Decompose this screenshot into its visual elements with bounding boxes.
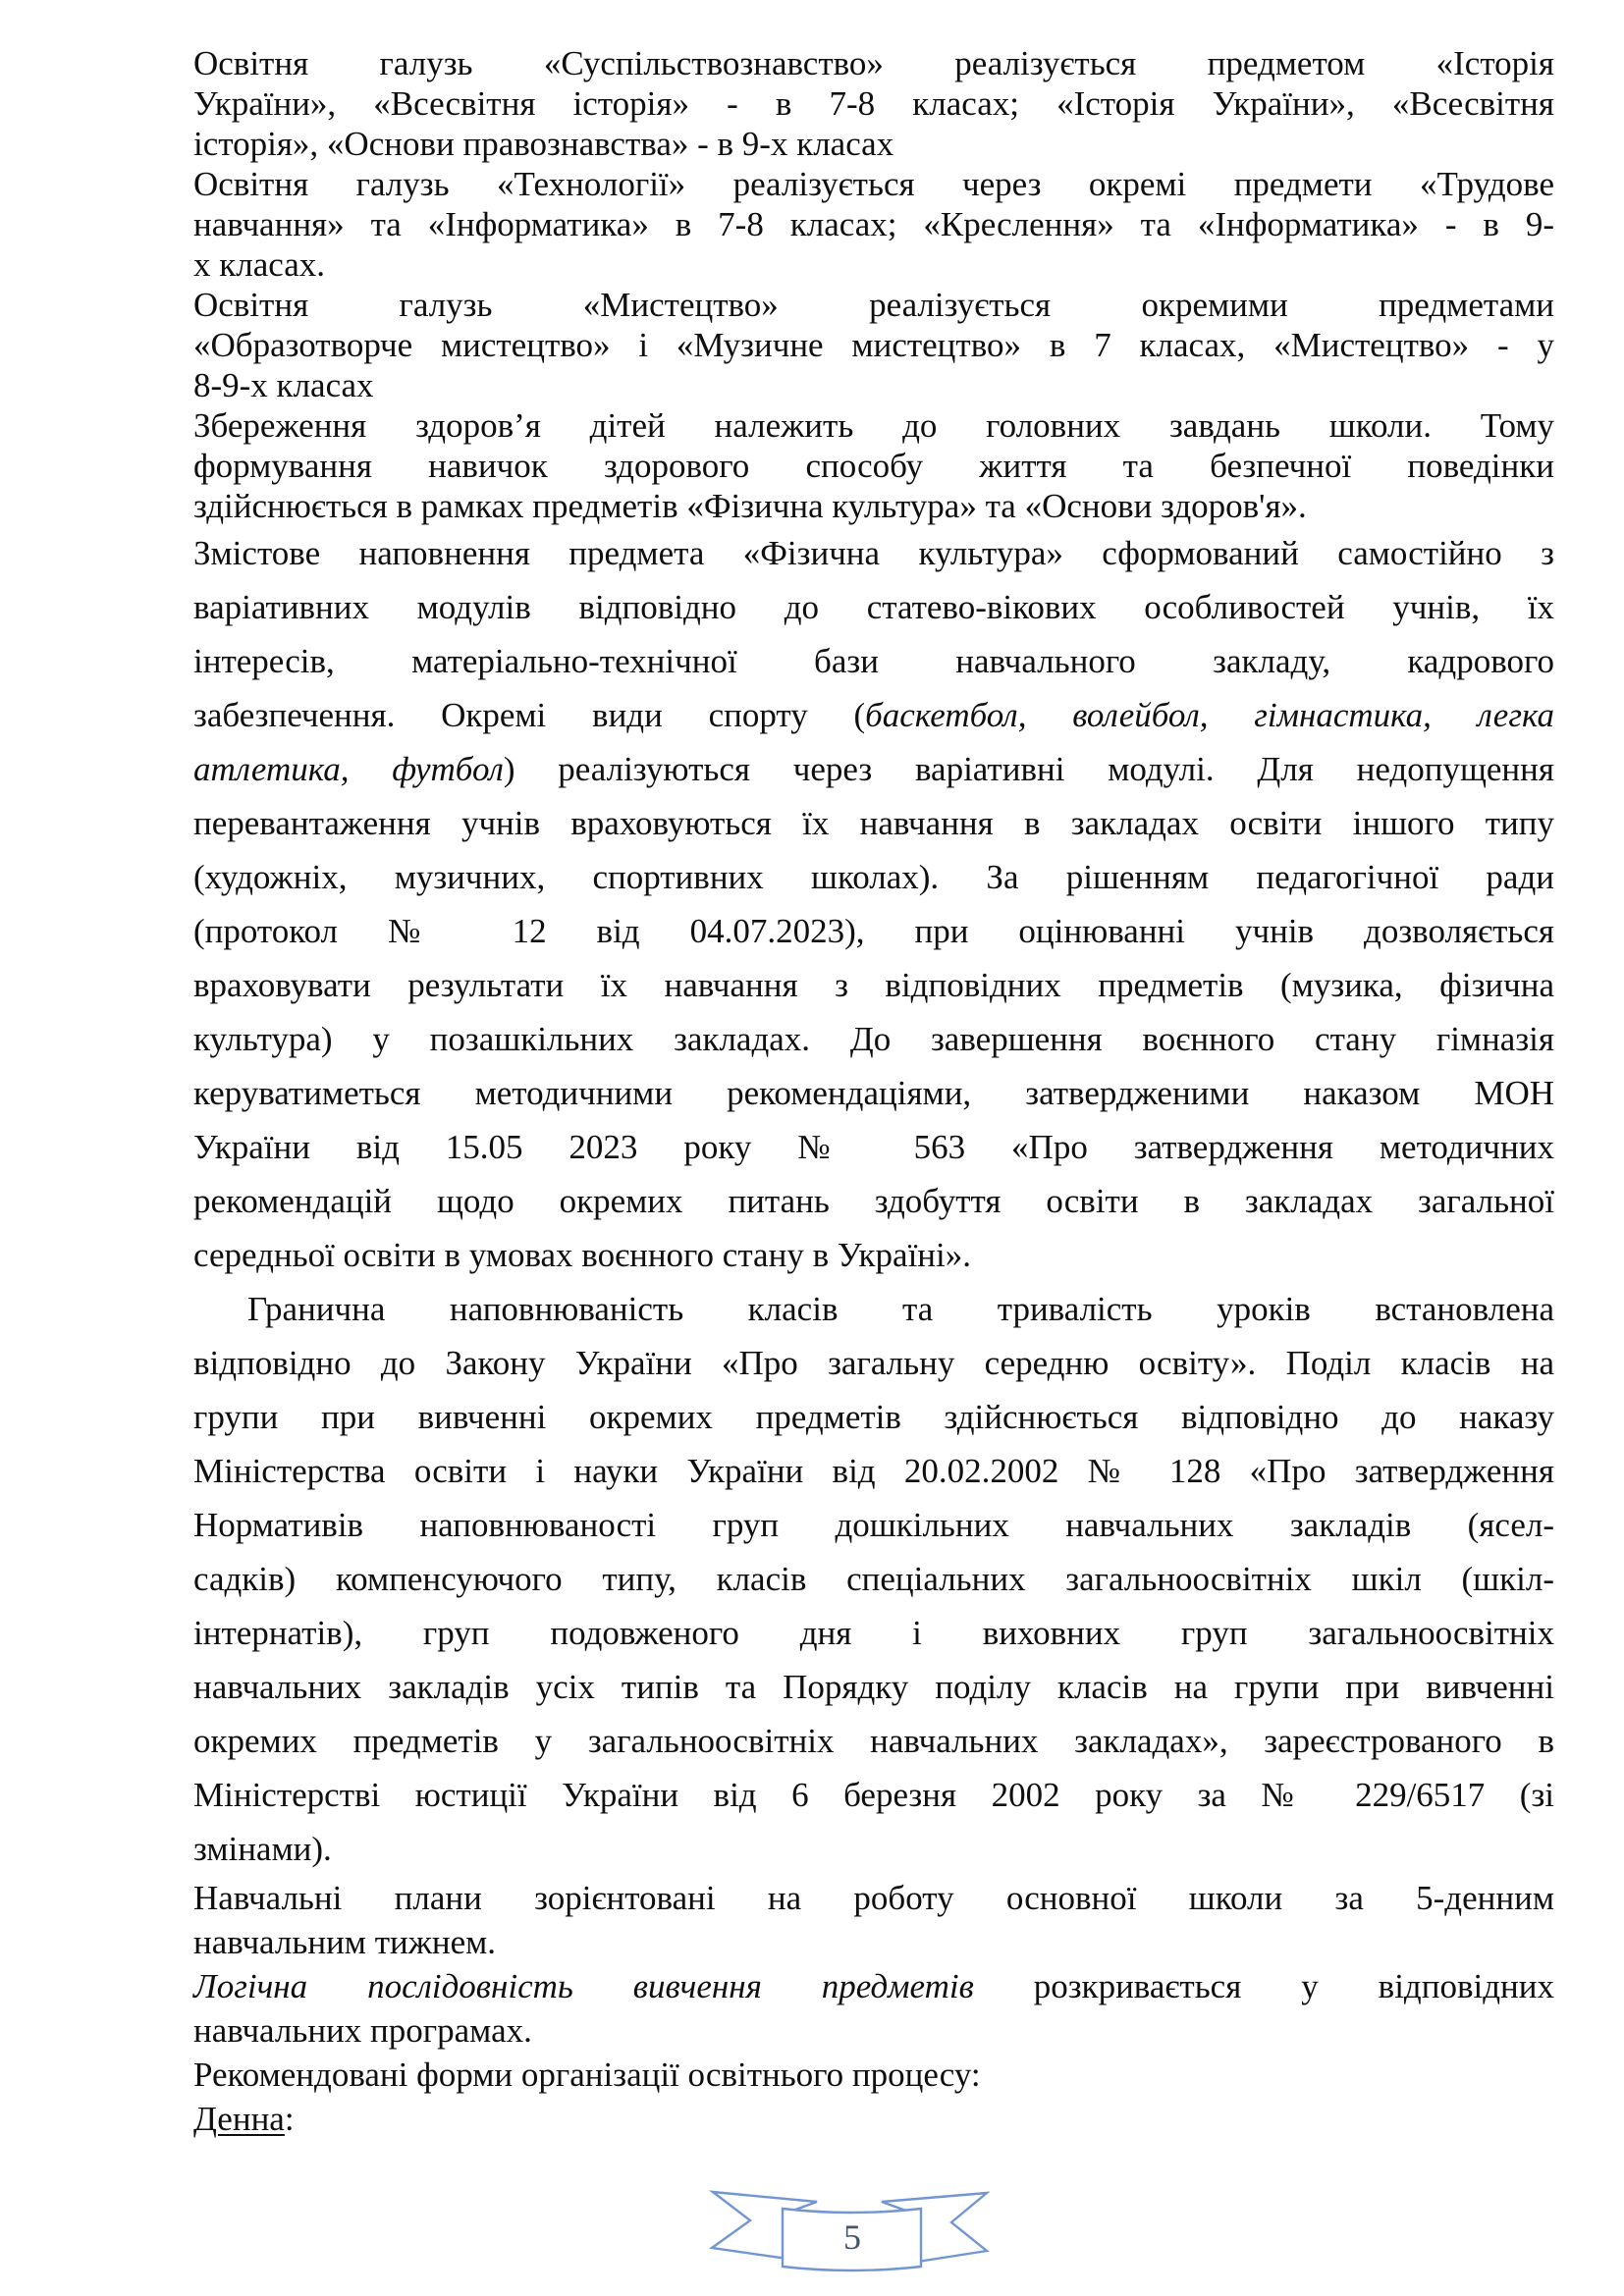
text-line: атлетика, футбол) реалізуються через варіативні модулі. Для недопущення (193, 750, 1554, 788)
text-line: Нормативів наповнюваності груп дошкільних навчальних закладів (ясел- (193, 1506, 1554, 1544)
paragraph-zberezhennia-zdorovia (193, 405, 1554, 526)
text-line: Рекомендовані форми організації освітнього процесу: (193, 2056, 981, 2094)
text-line: навчальних закладів усіх типів та Порядку поділу класів на групи при вивченні (193, 1668, 1554, 1706)
text-line: (протокол № 12 від 04.07.2023), при оцінюванні учнів дозволяється (193, 912, 1554, 950)
text-line: враховувати результати їх навчання з відповідних предметів (музика, фізична (193, 966, 1554, 1004)
italic-text: баскетбол, волейбол, гімнастика, легка (865, 696, 1555, 734)
paragraph-mystetstvo (193, 285, 1554, 405)
text-line: Логічна послідовність вивчення предметів розкривається у відповідних (193, 1967, 1554, 2005)
paragraph-rekomendovani-formy (193, 2053, 1554, 2097)
text-line: Гранична наповнюваність класів та тривалість уроків встановлена (247, 1290, 1554, 1328)
paragraph-denna (193, 2097, 1554, 2141)
text-line: формування навичок здорового способу життя та безпечної поведінки (193, 447, 1554, 485)
text-line: «Образотворче мистецтво» і «Музичне мистецтво» в 7 класах, «Мистецтво» - у (193, 326, 1554, 364)
paragraph-tekhnolohii (193, 164, 1554, 285)
text-line: України від 15.05 2023 року № 563 «Про затвердження методичних (193, 1128, 1554, 1166)
document-body (193, 43, 1554, 2141)
text-line: Змістове наповнення предмета «Фізична культура» сформований самостійно з (193, 534, 1554, 572)
text-line: Освітня галузь «Суспільствознавство» реалізується предметом «Історія (193, 44, 1554, 82)
paragraph-suspilstvoznavstvo (193, 43, 1554, 164)
text-line: перевантаження учнів враховуються їх навчання в закладах освіти іншого типу (193, 804, 1554, 842)
text-line: Освітня галузь «Технології» реалізується через окремі предмети «Трудове (193, 165, 1554, 203)
text-line: культура) у позашкільних закладах. До завершення воєнного стану гімназія (193, 1020, 1554, 1058)
text-line: садків) компенсуючого типу, класів спеціальних загальноосвітніх шкіл (шкіл- (193, 1560, 1554, 1598)
text-line: навчальних програмах. (193, 2011, 532, 2050)
text-line: Збереження здоров’я дітей належить до головних завдань школи. Тому (193, 406, 1554, 445)
text-line: навчальним тижнем. (193, 1923, 497, 1961)
text-line: Денна: (193, 2100, 295, 2138)
text-line: Навчальні плани зорієнтовані на роботу основної школи за 5-денним (193, 1879, 1554, 1917)
text-line: інтересів, матеріально-технічної бази навчального закладу, кадрового (193, 642, 1554, 680)
page-number: 5 (843, 2217, 861, 2257)
text-line: Міністерстві юстиції України від 6 березня 2002 року за № 229/6517 (зі (193, 1776, 1554, 1814)
text-line: (художніх, музичних, спортивних школах). За рішенням педагогічної ради (193, 858, 1554, 896)
text-line: інтернатів), груп подовженого дня і виховних груп загальноосвітніх (193, 1614, 1554, 1652)
text-line: забезпечення. Окремі види спорту (баскетбол, волейбол, гімнастика, легка (193, 696, 1555, 734)
page-footer (709, 2189, 990, 2275)
text-line: 8-9-х класах (193, 366, 374, 404)
text-line: України», «Всесвітня історія» - в 7-8 класах; «Історія України», «Всесвітня (193, 84, 1554, 123)
text-line: навчання» та «Інформатика» в 7-8 класах; «Креслення» та «Інформатика» - в 9- (193, 205, 1554, 243)
text-line: х класах. (193, 245, 326, 284)
underlined-text: Денна (193, 2100, 285, 2138)
text-line: варіативних модулів відповідно до статево-вікових особливостей учнів, їх (193, 588, 1554, 626)
text-line: окремих предметів у загальноосвітніх навчальних закладах», зареєстрованого в (193, 1722, 1554, 1760)
page-number-banner (709, 2189, 990, 2275)
text-line: історія», «Основи правознавства» - в 9-х класах (193, 125, 894, 163)
text-line: змінами). (193, 1830, 332, 1868)
text-line: здійснюється в рамках предметів «Фізична культура» та «Основи здоров'я». (193, 487, 1307, 525)
italic-text: Логічна послідовність вивчення предметів (193, 1967, 974, 2005)
text-line: Міністерства освіти і науки України від 20.02.2002 № 128 «Про затвердження (193, 1452, 1554, 1490)
text-line: групи при вивченні окремих предметів здійснюється відповідно до наказу (193, 1398, 1554, 1436)
paragraph-hranychna-napovniuvanist (193, 1282, 1554, 1876)
text-line: середньої освіти в умовах воєнного стану в Україні». (193, 1236, 972, 1274)
paragraph-fizychna-kultura (193, 526, 1554, 1282)
text-line: відповідно до Закону України «Про загальну середню освіту». Поділ класів на (193, 1344, 1554, 1382)
italic-text: атлетика, футбол (193, 750, 504, 788)
paragraph-lohichna-poslidovnist (193, 1964, 1554, 2053)
paragraph-navchalni-plany (193, 1876, 1554, 1964)
text-line: Освітня галузь «Мистецтво» реалізується окремими предметами (193, 286, 1554, 324)
text-line: керуватиметься методичними рекомендаціями, затвердженими наказом МОН (193, 1074, 1554, 1112)
text-line: рекомендацій щодо окремих питань здобуття освіти в закладах загальної (193, 1182, 1554, 1220)
